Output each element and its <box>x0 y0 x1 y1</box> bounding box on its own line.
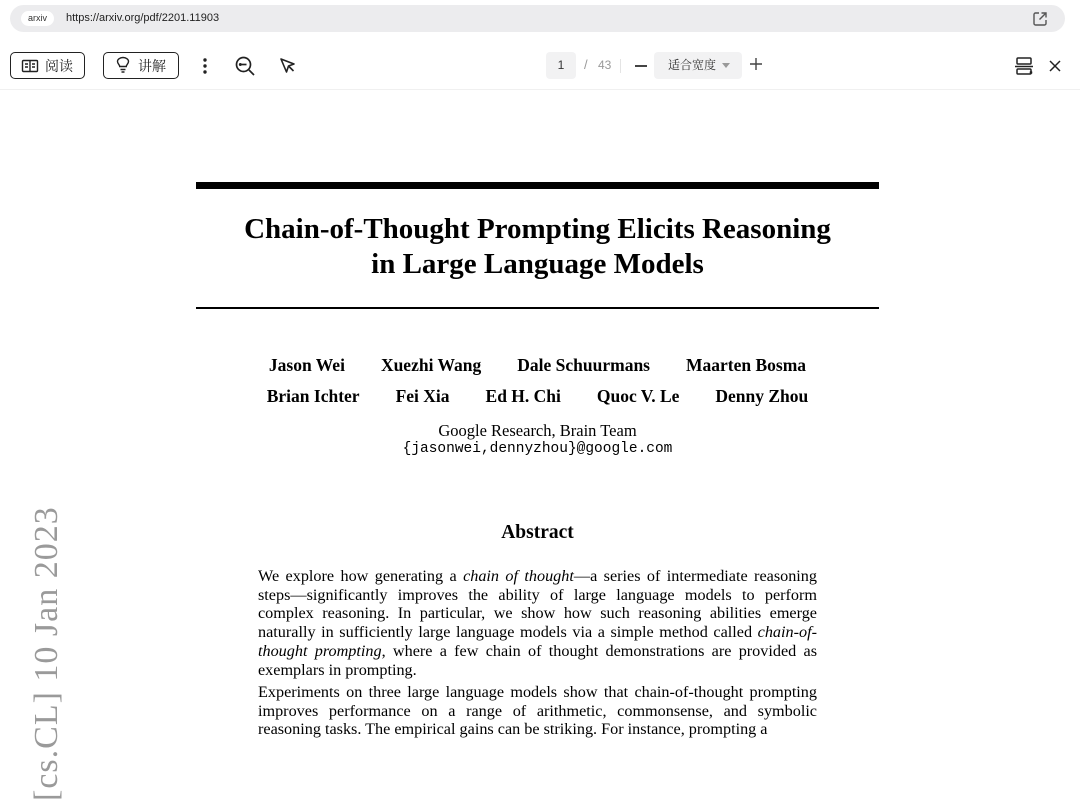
author-name: Quoc V. Le <box>596 386 680 406</box>
author-email: {jasonwei,dennyzhou}@google.com <box>402 441 673 457</box>
cursor-select-icon[interactable] <box>277 55 299 77</box>
zoom-out-button[interactable] <box>635 65 647 67</box>
title-top-rule <box>196 182 879 189</box>
author-name: Maarten Bosma <box>686 355 807 375</box>
zoom-select[interactable] <box>654 52 742 79</box>
site-chip[interactable]: arxiv <box>21 11 54 26</box>
author-name: Fei Xia <box>395 386 450 406</box>
pdf-toolbar <box>0 40 1080 90</box>
explain-button[interactable] <box>103 52 179 79</box>
author-row-1 <box>196 355 879 376</box>
title-line-1: Chain-of-Thought Prompting Elicits Reasoning <box>244 213 831 245</box>
explain-label: 讲解 <box>138 58 166 75</box>
open-external-icon[interactable] <box>1031 10 1049 28</box>
arxiv-side-stamp <box>14 506 94 801</box>
author-name: Dale Schuurmans <box>517 355 650 375</box>
author-name: Xuezhi Wang <box>380 355 482 375</box>
abstract-heading: Abstract <box>501 522 574 543</box>
affiliation: Google Research, Brain Team <box>438 421 637 440</box>
lightbulb-icon <box>114 57 132 75</box>
read-label: 阅读 <box>45 58 73 75</box>
paper-title <box>196 212 879 282</box>
address-bar[interactable] <box>10 5 1065 32</box>
page-number-input[interactable]: 1 <box>546 52 576 79</box>
address-bar-area <box>0 0 1080 40</box>
author-name: Denny Zhou <box>715 386 809 406</box>
arxiv-stamp-text: [cs.CL] 10 Jan 2023 <box>28 506 65 801</box>
page-separator: / <box>584 57 588 72</box>
author-name: Jason Wei <box>268 355 345 375</box>
page-total: 43 <box>598 58 612 72</box>
more-vertical-icon[interactable] <box>194 55 216 77</box>
zoom-out-search-icon[interactable] <box>234 55 256 77</box>
author-name: Ed H. Chi <box>485 386 561 406</box>
title-bottom-rule <box>196 307 879 309</box>
read-button[interactable] <box>10 52 85 79</box>
toolbar-divider <box>620 59 621 73</box>
book-icon <box>21 57 39 75</box>
author-name: Brian Ichter <box>266 386 360 406</box>
title-line-2: in Large Language Models <box>371 248 704 280</box>
pdf-page <box>0 91 1080 801</box>
abstract-paragraph-2: Experiments on three large language models show that chain-of-thought prompting improves performance on a range of arithmetic, commonsense, and symbolic reasoning tasks. The empirical gains can be striking. For instance, prompting a <box>258 683 817 739</box>
url-text[interactable]: https://arxiv.org/pdf/2201.11903 <box>66 12 220 24</box>
layout-toggle-icon[interactable] <box>1013 55 1035 77</box>
abstract-paragraph-1: We explore how generating a chain of thought—a series of intermediate reasoning steps—significantly improves the ability of large language models to perform complex reasoning. In particular, we show how such reasoning abilities emerge naturally in sufficiently large language models via a simple method called chain-of-thought prompting, where a few chain of thought demonstrations are provided as exemplars in prompting. <box>258 567 817 679</box>
close-icon[interactable] <box>1044 55 1066 77</box>
zoom-in-button[interactable] <box>749 57 763 71</box>
caret-down-icon <box>722 63 730 68</box>
author-row-2 <box>196 386 879 407</box>
zoom-select-value: 适合宽度 <box>668 58 717 72</box>
